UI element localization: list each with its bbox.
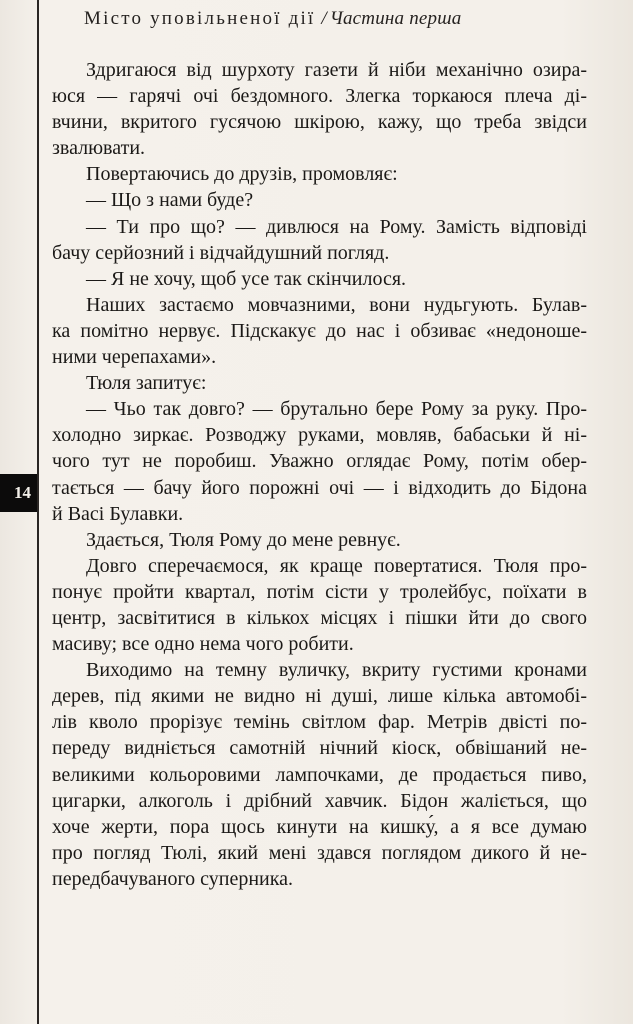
text-line: великими кольоровими лампочками, де продається пиво, (52, 763, 587, 786)
text-line: вчини, вкритого гусячою шкірою, кажу, що треба звідси (52, 111, 587, 134)
text-line: Здригаюся від шурхоту газети й ніби механічно озира- (86, 59, 587, 81)
text-line: лів кволо прорізує темінь світлом фар. Метрів двісті по- (52, 711, 587, 734)
text-line: Тюля запитує: (86, 372, 207, 395)
text-line: — Ти про що? — дивлюся на Рому. Замість відповіді (86, 215, 587, 238)
text-line: ка помітно нервує. Підскакує до нас і обзиває «недоноше- (52, 319, 587, 342)
page-number: 14 (0, 474, 37, 512)
text-line: понує пройти квартал, потім сісти у тролейбус, поїхати в (52, 580, 587, 603)
running-header (84, 8, 584, 30)
text-line: передбачуваного суперника. (52, 867, 294, 890)
text-line: тається — бачу його порожні очі — і відходить до Бідона (52, 476, 587, 499)
text-line: про погляд Тюлі, який мені здався поглядом дикого й не- (52, 841, 587, 864)
text-line: чого тут не поробиш. Уважно оглядає Рому, потім обер- (52, 450, 587, 473)
page-gutter-line (37, 0, 39, 1024)
text-line: бачу серйозний і відчайдушний погляд. (52, 241, 390, 264)
text-line: дерев, під якими не видно ні душі, лише кілька автомобі- (52, 685, 587, 708)
book-title: Місто уповільненої дії (84, 8, 316, 29)
text-line: холодно зиркає. Розводжу руками, мовляв, бабаськи й ні- (52, 424, 587, 447)
body-text (52, 57, 587, 892)
text-line: — Що з нами буде? (86, 189, 254, 212)
text-line: Повертаючись до друзів, промовляє: (86, 163, 398, 186)
text-line: Виходимо на темну вуличку, вкриту густими кронами (86, 659, 587, 682)
header-separator: / (321, 8, 327, 29)
text-line: — Я не хочу, щоб усе так скінчилося. (86, 267, 407, 290)
text-line: юся — гарячі очі бездомного. Злегка торкаюся плеча ді- (52, 85, 587, 108)
text-line: — Чьо так довго? — брутально бере Рому за руку. Про- (86, 398, 587, 421)
text-line: цигарки, алкоголь і дрібний хавчик. Бідон жаліється, що (52, 789, 587, 812)
part-title: Частина перша (329, 8, 462, 29)
text-line: хоче жерти, пора щось кинути на кишку́, а я все думаю (52, 815, 587, 838)
text-line: й Васі Булавки. (52, 502, 184, 525)
text-line: звалювати. (52, 137, 146, 160)
text-line: Довго сперечаємося, як краще повертатися. Тюля про- (86, 554, 587, 577)
text-line: масиву; все одно нема чого робити. (52, 633, 354, 656)
text-line: центр, засвітитися в кількох місцях і пішки йти до свого (52, 606, 587, 629)
text-line: ними черепахами». (52, 346, 217, 369)
text-line: Наших застаємо мовчазними, вони нудьгують. Булав- (86, 293, 587, 316)
text-line: Здається, Тюля Рому до мене ревнує. (86, 528, 401, 551)
text-line: переду видніється самотній нічний кіоск, обвішаний не- (52, 737, 587, 760)
